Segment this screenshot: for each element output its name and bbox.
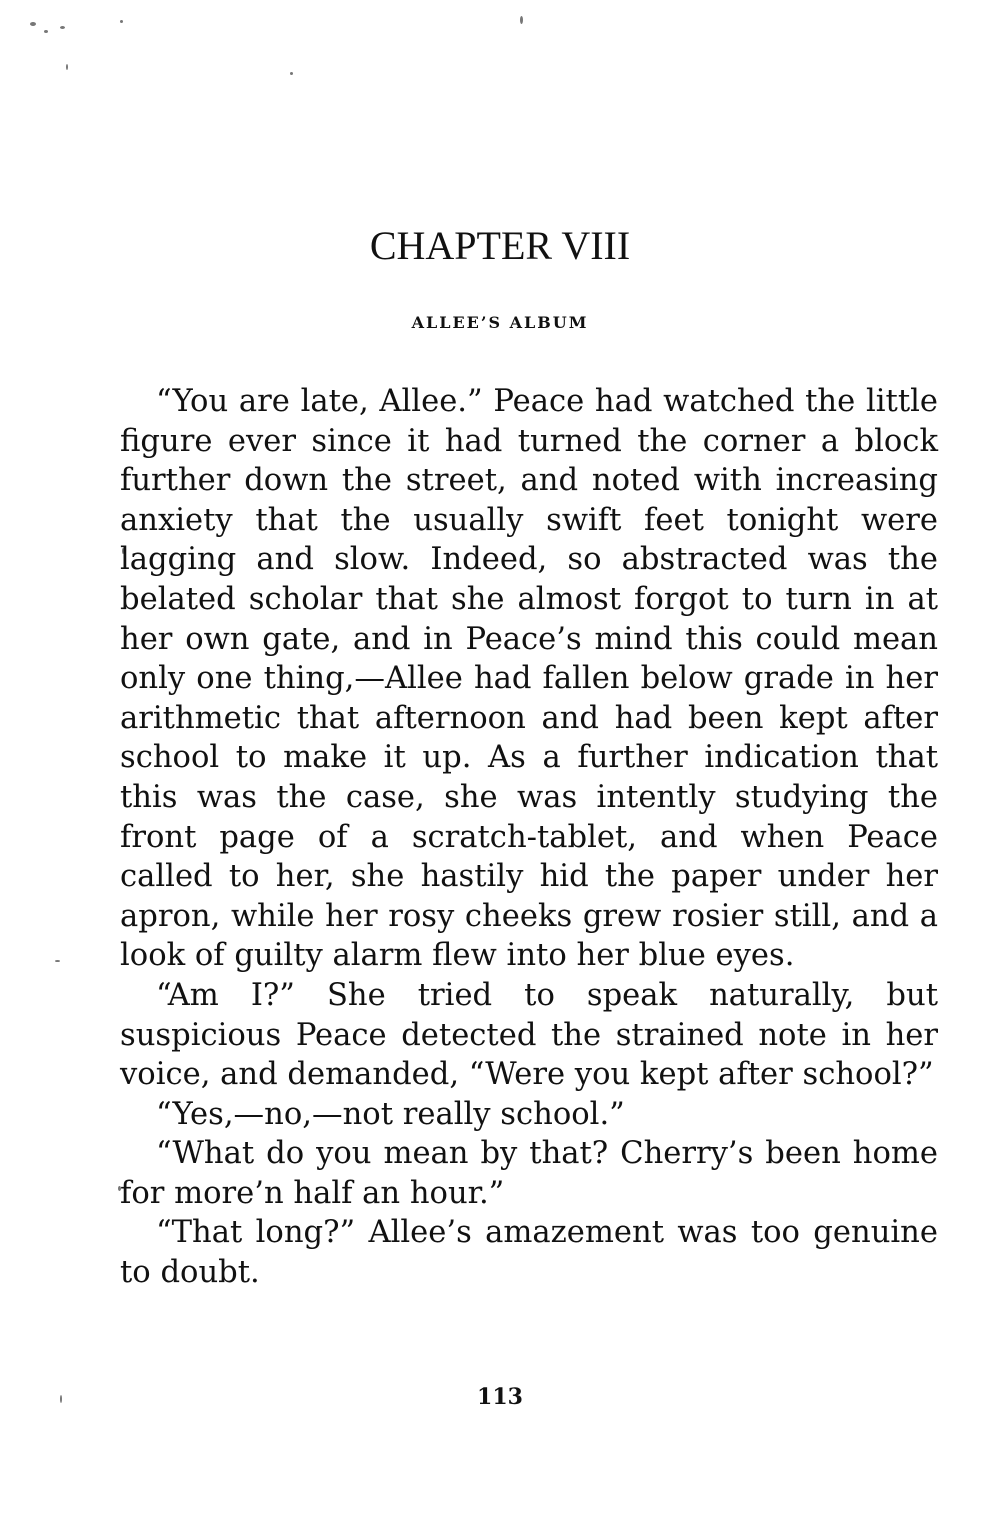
chapter-subtitle: ALLEE’S ALBUM <box>411 313 589 332</box>
chapter-title: CHAPTER VIII <box>369 223 631 268</box>
scan-speck <box>30 22 36 26</box>
page-number: 113 <box>477 1384 523 1410</box>
paragraph: “Am I?” She tried to speak naturally, but suspicious Peace detected the strained note in her voice, and demanded, “Were you kept after school?” <box>120 977 938 1093</box>
scan-speck <box>55 960 60 962</box>
scan-speck <box>66 64 68 70</box>
paragraph: “That long?” Allee’s amazement was too genuine to doubt. <box>120 1215 938 1291</box>
paragraph: “Yes,—no,—not really school.” <box>156 1096 625 1132</box>
chapter-body <box>120 382 938 1293</box>
scan-speck <box>60 26 65 29</box>
scan-speck <box>290 72 293 75</box>
scan-speck <box>120 20 123 23</box>
scan-speck <box>520 16 523 24</box>
paragraph: “What do you mean by that? Cherry’s been home for more’n half an hour.” <box>120 1136 938 1211</box>
scan-speck <box>44 30 48 33</box>
paragraph: “You are late, Allee.” Peace had watched the little figure ever since it had turned the corner a block further down the street, and noted with increasing anxiety that the usually swift feet tonight were lagging and slow. Indeed, so abstracted was the belated scholar that she almost forgot to turn in at her own gate, and in Peace’s mind this could mean only one thing,—Allee had fallen below grade in her arithmetic that afternoon and had been kept after school to make it up. As a further indication that this was the case, she was intently studying the front page of a scratch-tablet, and when Peace called to her, she hastily hid the paper under her apron, while her rosy cheeks grew rosier still, and a look of guilty alarm flew into her blue eyes. <box>120 384 938 974</box>
